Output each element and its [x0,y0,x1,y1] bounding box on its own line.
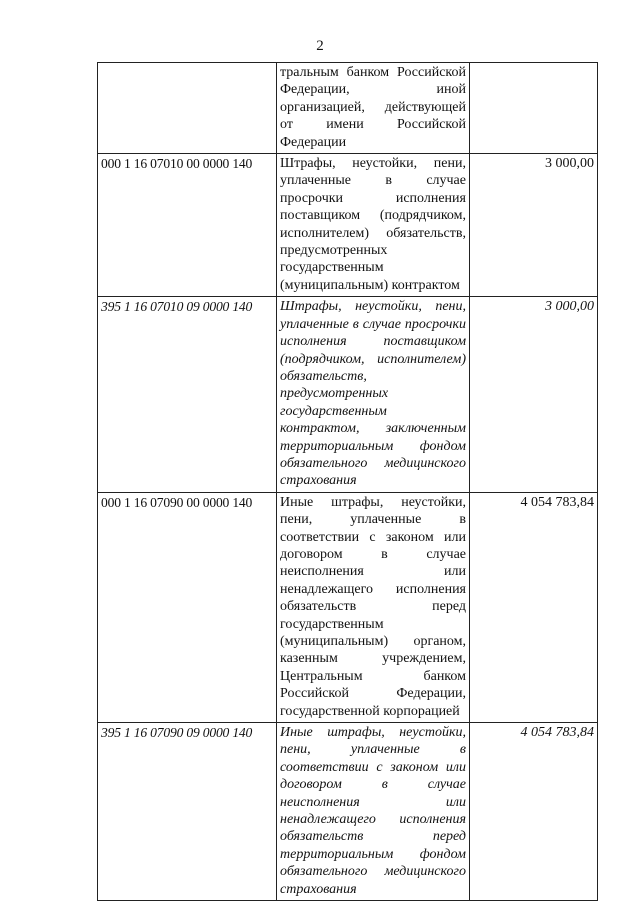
table-row [98,63,598,154]
table-row [98,492,598,722]
revenue-code [98,63,277,154]
table-row [98,723,598,901]
revenue-name: тральным банком Российской Федерации, иной организацией, действующей от имени Российской Федерации [277,63,470,154]
revenue-code: 395 1 16 07010 09 0000 140 [98,297,277,492]
table-row [98,297,598,492]
revenue-name: Иные штрафы, неустойки, пени, уплаченные в соответствии с законом или договором в случае неисполнения или ненадлежащего исполнения обязательств перед территориальным фондом обязательного медицинского страхования [277,723,470,901]
revenue-amount: 4 054 783,84 [470,492,598,722]
revenue-code: 000 1 16 07090 00 0000 140 [98,492,277,722]
revenue-amount: 4 054 783,84 [470,723,598,901]
revenue-code: 000 1 16 07010 00 0000 140 [98,154,277,297]
revenue-name: Штрафы, неустойки, пени, уплаченные в случае просрочки исполнения поставщиком (подрядчиком, исполнителем) обязательств, предусмотренных государственным (муниципальным) контрактом [277,154,470,297]
revenue-amount: 3 000,00 [470,297,598,492]
table-row [98,154,598,297]
revenue-code: 395 1 16 07090 09 0000 140 [98,723,277,901]
revenue-name: Иные штрафы, неустойки, пени, уплаченные в соответствии с законом или договором в случае неисполнения или ненадлежащего исполнения обязательств перед государственным (муниципальным) органом, казенным учреждением, Центральным банком Российской Федерации, государственной корпорацией [277,492,470,722]
revenue-amount: 3 000,00 [470,154,598,297]
revenue-amount [470,63,598,154]
page-number: 2 [316,38,324,54]
revenue-name: Штрафы, неустойки, пени, уплаченные в случае просрочки исполнения поставщиком (подрядчиком, исполнителем) обязательств, предусмотренных государственным контрактом, заключенным территориальным фондом обязательного медицинского страхования [277,297,470,492]
revenue-table [97,62,598,901]
